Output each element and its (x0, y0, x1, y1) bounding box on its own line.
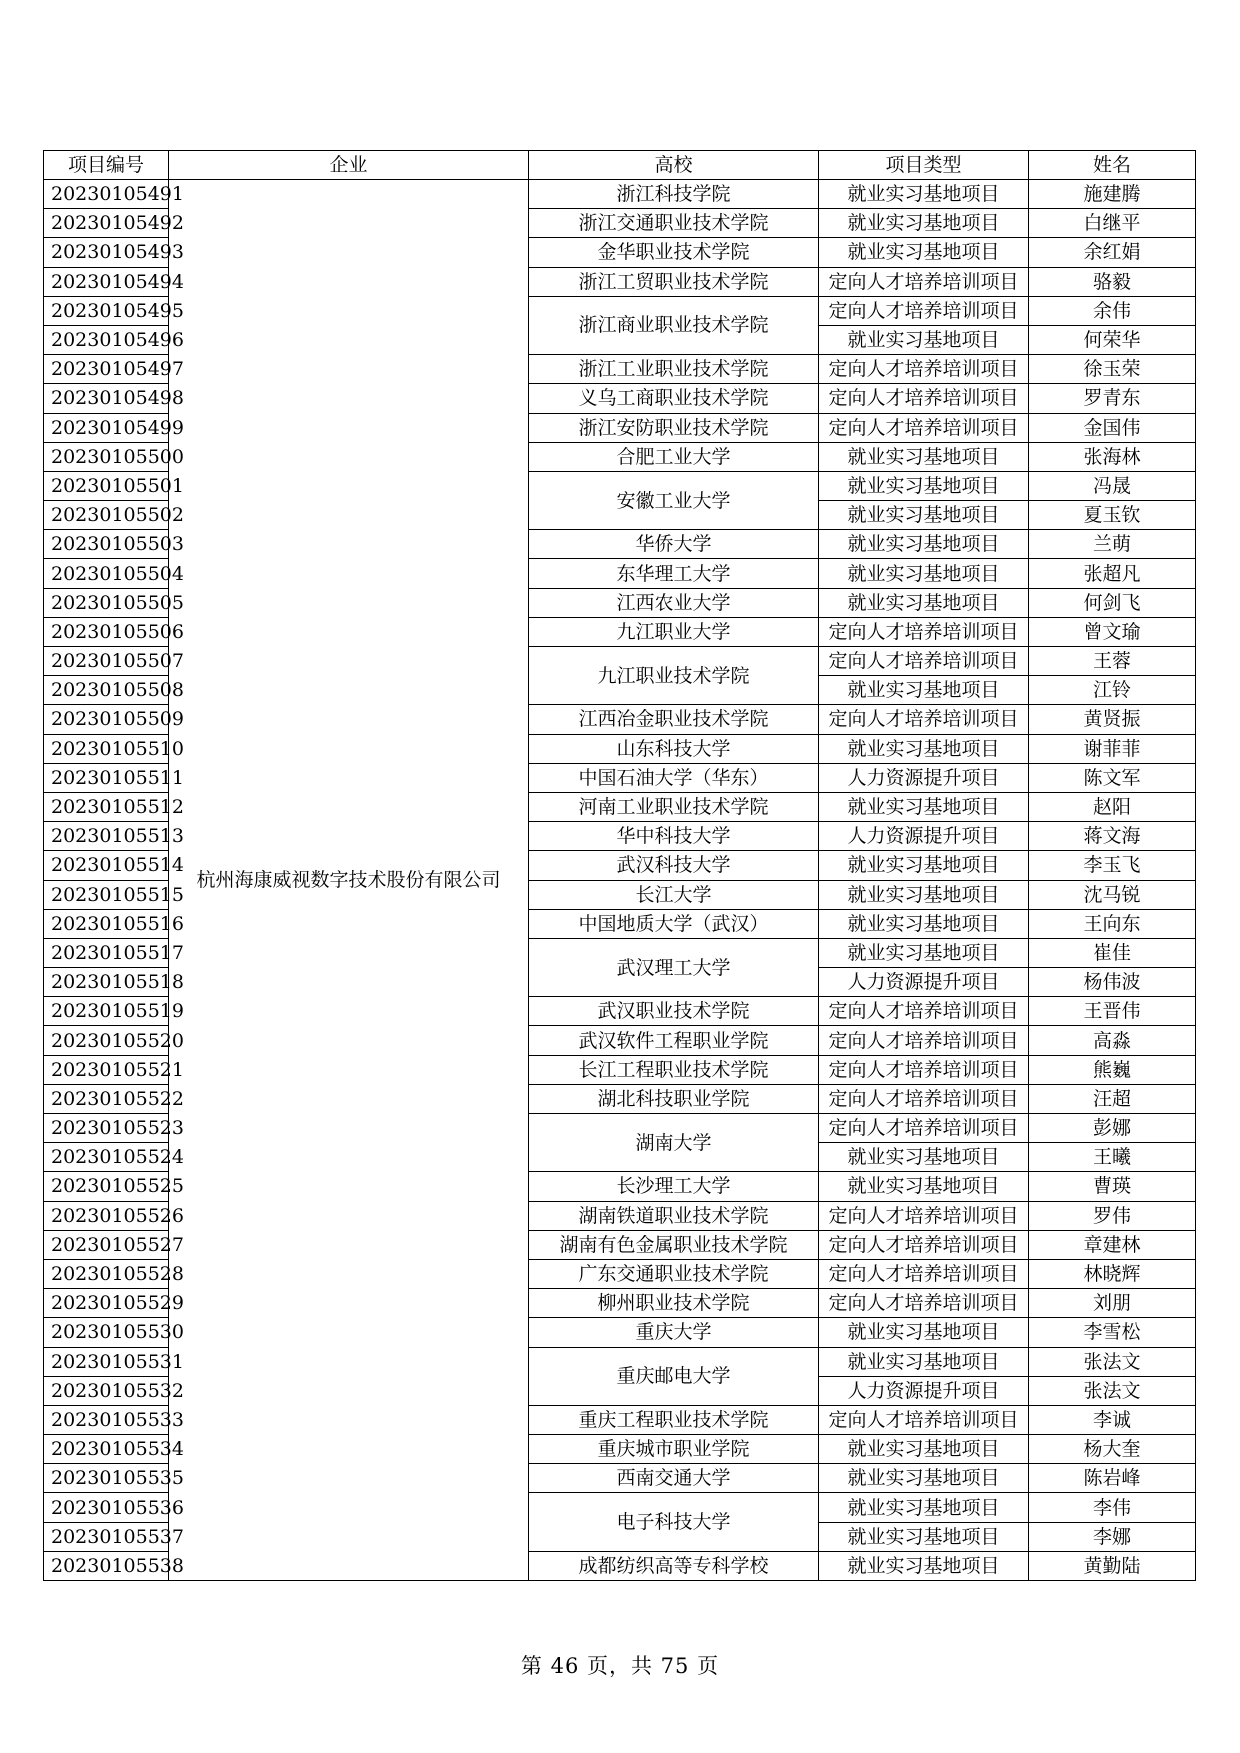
project-code-cell: 20230105519 (44, 997, 169, 1026)
project-code-cell: 20230105538 (44, 1551, 169, 1580)
school-cell: 浙江安防职业技术学院 (529, 413, 819, 442)
person-name-cell: 何荣华 (1029, 325, 1196, 354)
project-code-cell: 20230105526 (44, 1201, 169, 1230)
person-name-cell: 王晋伟 (1029, 997, 1196, 1026)
person-name-cell: 李玉飞 (1029, 851, 1196, 880)
project-code-cell: 20230105496 (44, 325, 169, 354)
person-name-cell: 李伟 (1029, 1493, 1196, 1522)
project-code-cell: 20230105535 (44, 1464, 169, 1493)
school-cell: 河南工业职业技术学院 (529, 792, 819, 821)
project-type-cell: 定向人才培养培训项目 (819, 1055, 1029, 1084)
project-type-cell: 就业实习基地项目 (819, 938, 1029, 967)
project-type-cell: 定向人才培养培训项目 (819, 267, 1029, 296)
project-type-cell: 就业实习基地项目 (819, 1347, 1029, 1376)
project-code-cell: 20230105517 (44, 938, 169, 967)
project-type-cell: 就业实习基地项目 (819, 851, 1029, 880)
project-code-cell: 20230105492 (44, 209, 169, 238)
person-name-cell: 熊巍 (1029, 1055, 1196, 1084)
project-code-cell: 20230105495 (44, 296, 169, 325)
person-name-cell: 赵阳 (1029, 792, 1196, 821)
school-cell: 华中科技大学 (529, 822, 819, 851)
person-name-cell: 施建腾 (1029, 180, 1196, 209)
project-type-cell: 就业实习基地项目 (819, 1172, 1029, 1201)
person-name-cell: 张法文 (1029, 1376, 1196, 1405)
project-code-cell: 20230105515 (44, 880, 169, 909)
person-name-cell: 沈马锐 (1029, 880, 1196, 909)
project-code-cell: 20230105530 (44, 1318, 169, 1347)
project-type-cell: 就业实习基地项目 (819, 471, 1029, 500)
person-name-cell: 兰萌 (1029, 530, 1196, 559)
school-cell: 中国石油大学（华东） (529, 763, 819, 792)
school-cell: 长江大学 (529, 880, 819, 909)
school-cell: 华侨大学 (529, 530, 819, 559)
school-cell: 广东交通职业技术学院 (529, 1259, 819, 1288)
person-name-cell: 曹瑛 (1029, 1172, 1196, 1201)
project-code-cell: 20230105500 (44, 442, 169, 471)
header-name: 姓名 (1029, 151, 1196, 180)
school-cell: 九江职业大学 (529, 617, 819, 646)
person-name-cell: 高淼 (1029, 1026, 1196, 1055)
person-name-cell: 刘朋 (1029, 1289, 1196, 1318)
page-footer: 第 46 页，共 75 页 (520, 1654, 720, 1678)
school-cell: 浙江商业职业技术学院 (529, 296, 819, 354)
table-header (44, 151, 1196, 180)
person-name-cell: 金国伟 (1029, 413, 1196, 442)
project-type-cell: 就业实习基地项目 (819, 1493, 1029, 1522)
project-type-cell: 就业实习基地项目 (819, 1435, 1029, 1464)
school-cell: 湖南铁道职业技术学院 (529, 1201, 819, 1230)
project-code-cell: 20230105501 (44, 471, 169, 500)
school-cell: 江西冶金职业技术学院 (529, 705, 819, 734)
project-code-cell: 20230105525 (44, 1172, 169, 1201)
person-name-cell: 杨伟波 (1029, 968, 1196, 997)
project-code-cell: 20230105494 (44, 267, 169, 296)
school-cell: 武汉理工大学 (529, 938, 819, 996)
project-code-cell: 20230105532 (44, 1376, 169, 1405)
school-cell: 重庆大学 (529, 1318, 819, 1347)
person-name-cell: 黄贤振 (1029, 705, 1196, 734)
school-cell: 湖北科技职业学院 (529, 1084, 819, 1113)
school-cell: 重庆工程职业技术学院 (529, 1405, 819, 1434)
person-name-cell: 李雪松 (1029, 1318, 1196, 1347)
project-type-cell: 就业实习基地项目 (819, 676, 1029, 705)
project-type-cell: 人力资源提升项目 (819, 1376, 1029, 1405)
person-name-cell: 徐玉荣 (1029, 355, 1196, 384)
school-cell: 山东科技大学 (529, 734, 819, 763)
person-name-cell: 冯晟 (1029, 471, 1196, 500)
project-type-cell: 就业实习基地项目 (819, 501, 1029, 530)
project-code-cell: 20230105529 (44, 1289, 169, 1318)
school-cell: 中国地质大学（武汉） (529, 909, 819, 938)
project-code-cell: 20230105522 (44, 1084, 169, 1113)
person-name-cell: 王曦 (1029, 1143, 1196, 1172)
school-cell: 湖南大学 (529, 1114, 819, 1172)
project-type-cell: 就业实习基地项目 (819, 909, 1029, 938)
project-type-cell: 定向人才培养培训项目 (819, 617, 1029, 646)
project-type-cell: 就业实习基地项目 (819, 1464, 1029, 1493)
project-code-cell: 20230105511 (44, 763, 169, 792)
project-type-cell: 就业实习基地项目 (819, 880, 1029, 909)
school-cell: 义乌工商职业技术学院 (529, 384, 819, 413)
project-code-cell: 20230105512 (44, 792, 169, 821)
person-name-cell: 夏玉钦 (1029, 501, 1196, 530)
school-cell: 成都纺织高等专科学校 (529, 1551, 819, 1580)
project-type-cell: 人力资源提升项目 (819, 968, 1029, 997)
person-name-cell: 张法文 (1029, 1347, 1196, 1376)
header-school: 高校 (529, 151, 819, 180)
school-cell: 柳州职业技术学院 (529, 1289, 819, 1318)
person-name-cell: 骆毅 (1029, 267, 1196, 296)
project-code-cell: 20230105531 (44, 1347, 169, 1376)
person-name-cell: 汪超 (1029, 1084, 1196, 1113)
school-cell: 电子科技大学 (529, 1493, 819, 1551)
project-type-cell: 就业实习基地项目 (819, 734, 1029, 763)
project-code-cell: 20230105493 (44, 238, 169, 267)
school-cell: 浙江科技学院 (529, 180, 819, 209)
person-name-cell: 张海林 (1029, 442, 1196, 471)
project-type-cell: 就业实习基地项目 (819, 325, 1029, 354)
person-name-cell: 余伟 (1029, 296, 1196, 325)
project-type-cell: 就业实习基地项目 (819, 1522, 1029, 1551)
project-type-cell: 定向人才培养培训项目 (819, 1405, 1029, 1434)
table-row (44, 180, 1196, 209)
person-name-cell: 李娜 (1029, 1522, 1196, 1551)
person-name-cell: 白继平 (1029, 209, 1196, 238)
project-code-cell: 20230105498 (44, 384, 169, 413)
school-cell: 浙江工业职业技术学院 (529, 355, 819, 384)
project-code-cell: 20230105509 (44, 705, 169, 734)
school-cell: 武汉职业技术学院 (529, 997, 819, 1026)
project-code-cell: 20230105521 (44, 1055, 169, 1084)
project-code-cell: 20230105514 (44, 851, 169, 880)
project-type-cell: 定向人才培养培训项目 (819, 413, 1029, 442)
person-name-cell: 罗伟 (1029, 1201, 1196, 1230)
person-name-cell: 王向东 (1029, 909, 1196, 938)
project-code-cell: 20230105497 (44, 355, 169, 384)
project-code-cell: 20230105506 (44, 617, 169, 646)
project-code-cell: 20230105516 (44, 909, 169, 938)
project-type-cell: 定向人才培养培训项目 (819, 355, 1029, 384)
project-code-cell: 20230105507 (44, 647, 169, 676)
project-type-cell: 就业实习基地项目 (819, 792, 1029, 821)
project-type-cell: 就业实习基地项目 (819, 559, 1029, 588)
project-type-cell: 定向人才培养培训项目 (819, 1289, 1029, 1318)
school-cell: 长沙理工大学 (529, 1172, 819, 1201)
project-type-cell: 人力资源提升项目 (819, 763, 1029, 792)
school-cell: 重庆邮电大学 (529, 1347, 819, 1405)
person-name-cell: 李诚 (1029, 1405, 1196, 1434)
person-name-cell: 曾文瑜 (1029, 617, 1196, 646)
company-cell: 杭州海康威视数字技术股份有限公司 (169, 180, 529, 1581)
project-code-cell: 20230105523 (44, 1114, 169, 1143)
school-cell: 安徽工业大学 (529, 471, 819, 529)
person-name-cell: 江铃 (1029, 676, 1196, 705)
project-code-cell: 20230105491 (44, 180, 169, 209)
project-type-cell: 定向人才培养培训项目 (819, 384, 1029, 413)
school-cell: 合肥工业大学 (529, 442, 819, 471)
project-type-cell: 定向人才培养培训项目 (819, 997, 1029, 1026)
project-code-cell: 20230105534 (44, 1435, 169, 1464)
school-cell: 武汉软件工程职业学院 (529, 1026, 819, 1055)
project-type-cell: 就业实习基地项目 (819, 588, 1029, 617)
project-type-cell: 定向人才培养培训项目 (819, 1026, 1029, 1055)
person-name-cell: 黄勤陆 (1029, 1551, 1196, 1580)
project-type-cell: 定向人才培养培训项目 (819, 1114, 1029, 1143)
person-name-cell: 何剑飞 (1029, 588, 1196, 617)
table-body (44, 180, 1196, 1581)
project-code-cell: 20230105513 (44, 822, 169, 851)
project-type-cell: 定向人才培养培训项目 (819, 705, 1029, 734)
project-code-cell: 20230105533 (44, 1405, 169, 1434)
project-code-cell: 20230105537 (44, 1522, 169, 1551)
school-cell: 九江职业技术学院 (529, 647, 819, 705)
project-type-cell: 就业实习基地项目 (819, 530, 1029, 559)
project-code-cell: 20230105510 (44, 734, 169, 763)
person-name-cell: 王蓉 (1029, 647, 1196, 676)
project-code-cell: 20230105524 (44, 1143, 169, 1172)
school-cell: 西南交通大学 (529, 1464, 819, 1493)
project-code-cell: 20230105504 (44, 559, 169, 588)
header-company: 企业 (169, 151, 529, 180)
project-type-cell: 定向人才培养培训项目 (819, 1259, 1029, 1288)
project-code-cell: 20230105520 (44, 1026, 169, 1055)
project-code-cell: 20230105527 (44, 1230, 169, 1259)
project-type-cell: 就业实习基地项目 (819, 442, 1029, 471)
project-type-cell: 定向人才培养培训项目 (819, 647, 1029, 676)
project-code-cell: 20230105528 (44, 1259, 169, 1288)
header-type: 项目类型 (819, 151, 1029, 180)
school-cell: 浙江工贸职业技术学院 (529, 267, 819, 296)
school-cell: 江西农业大学 (529, 588, 819, 617)
person-name-cell: 谢菲菲 (1029, 734, 1196, 763)
project-type-cell: 就业实习基地项目 (819, 1551, 1029, 1580)
school-cell: 浙江交通职业技术学院 (529, 209, 819, 238)
person-name-cell: 杨大奎 (1029, 1435, 1196, 1464)
person-name-cell: 陈文军 (1029, 763, 1196, 792)
person-name-cell: 蒋文海 (1029, 822, 1196, 851)
school-cell: 长江工程职业技术学院 (529, 1055, 819, 1084)
person-name-cell: 罗青东 (1029, 384, 1196, 413)
project-code-cell: 20230105503 (44, 530, 169, 559)
project-code-cell: 20230105499 (44, 413, 169, 442)
project-code-cell: 20230105502 (44, 501, 169, 530)
person-name-cell: 余红娟 (1029, 238, 1196, 267)
project-type-cell: 定向人才培养培训项目 (819, 296, 1029, 325)
project-table (43, 150, 1196, 1581)
school-cell: 湖南有色金属职业技术学院 (529, 1230, 819, 1259)
person-name-cell: 崔佳 (1029, 938, 1196, 967)
person-name-cell: 张超凡 (1029, 559, 1196, 588)
project-type-cell: 人力资源提升项目 (819, 822, 1029, 851)
project-type-cell: 就业实习基地项目 (819, 180, 1029, 209)
project-type-cell: 就业实习基地项目 (819, 209, 1029, 238)
project-code-cell: 20230105508 (44, 676, 169, 705)
school-cell: 武汉科技大学 (529, 851, 819, 880)
school-cell: 金华职业技术学院 (529, 238, 819, 267)
project-code-cell: 20230105518 (44, 968, 169, 997)
person-name-cell: 林晓辉 (1029, 1259, 1196, 1288)
person-name-cell: 章建林 (1029, 1230, 1196, 1259)
person-name-cell: 彭娜 (1029, 1114, 1196, 1143)
school-cell: 东华理工大学 (529, 559, 819, 588)
project-type-cell: 定向人才培养培训项目 (819, 1084, 1029, 1113)
project-code-cell: 20230105536 (44, 1493, 169, 1522)
project-code-cell: 20230105505 (44, 588, 169, 617)
project-type-cell: 就业实习基地项目 (819, 238, 1029, 267)
school-cell: 重庆城市职业学院 (529, 1435, 819, 1464)
project-type-cell: 就业实习基地项目 (819, 1318, 1029, 1347)
header-code: 项目编号 (44, 151, 169, 180)
project-type-cell: 定向人才培养培训项目 (819, 1230, 1029, 1259)
project-type-cell: 就业实习基地项目 (819, 1143, 1029, 1172)
person-name-cell: 陈岩峰 (1029, 1464, 1196, 1493)
project-type-cell: 定向人才培养培训项目 (819, 1201, 1029, 1230)
